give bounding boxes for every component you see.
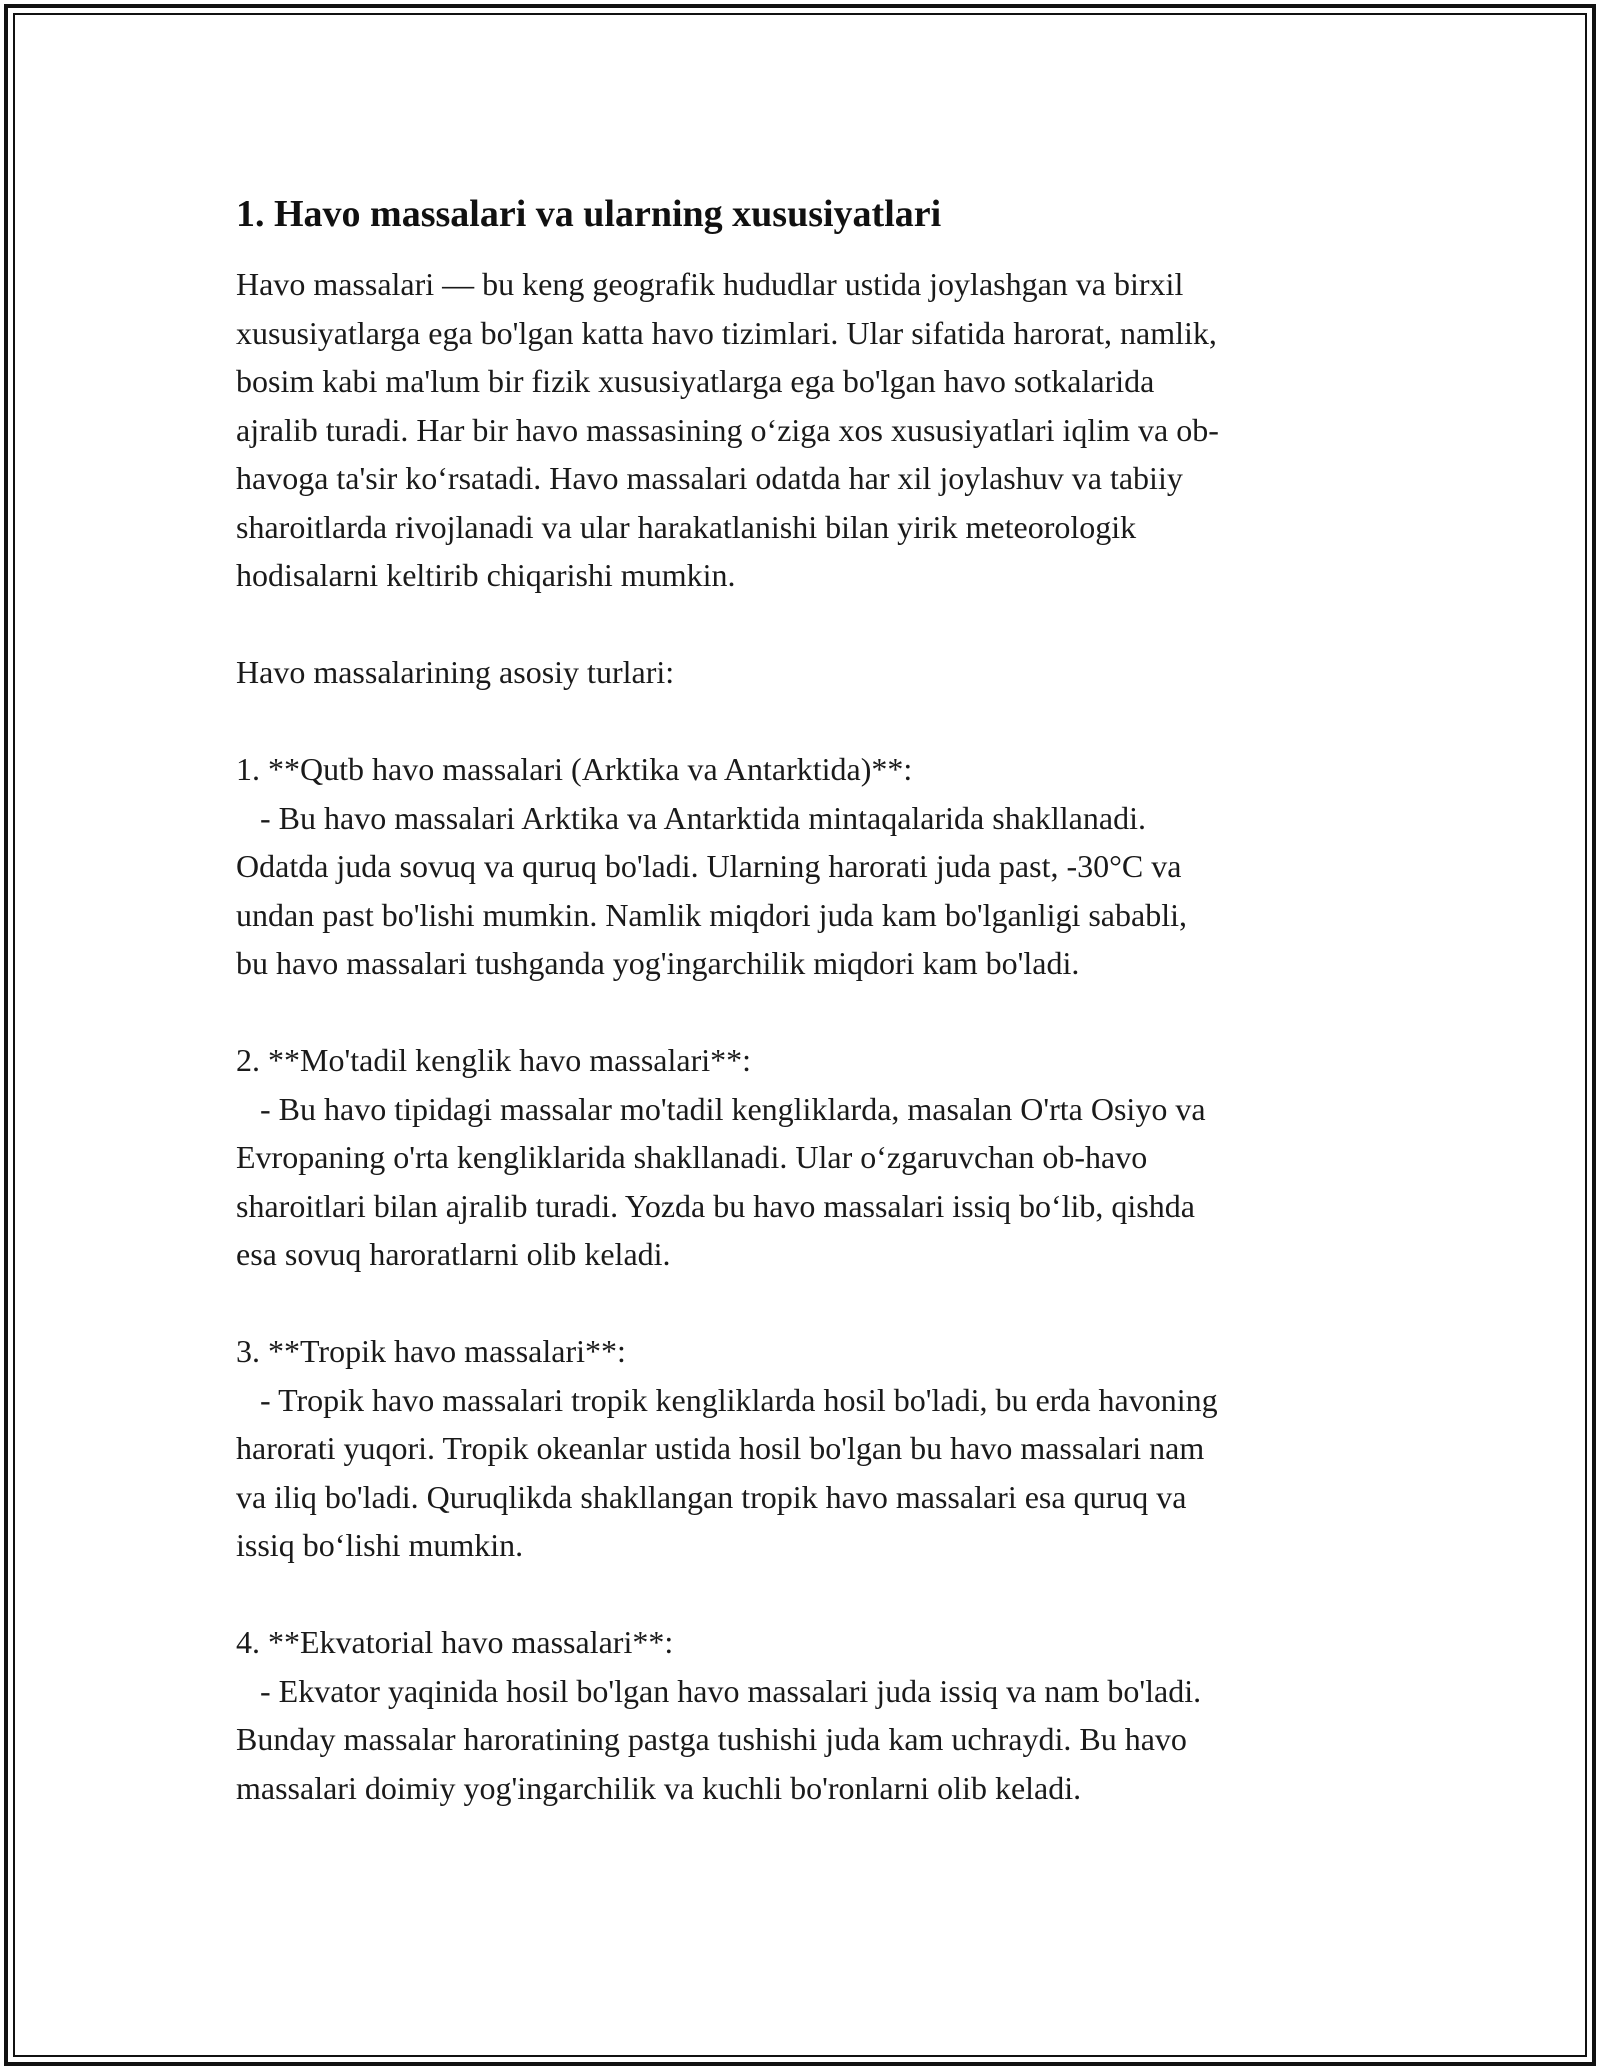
type-heading: 4. **Ekvatorial havo massalari**: [236, 1624, 674, 1660]
type-description: - Bu havo massalari Arktika va Antarktida mintaqalarida shakllanadi. Odatda juda sovuq va quruq bo'ladi. Ularning harorati juda past, -30°C va undan past bo'lishi mumkin. Namlik miqdori juda kam bo'lganligi sababli, bu havo massalari tushganda yog'ingarchilik miqdori kam bo'ladi. [236, 799, 1187, 981]
type-heading: 1. **Qutb havo massalari (Arktika va Antarktida)**: [236, 751, 913, 787]
type-section-tropical [236, 1327, 1376, 1570]
type-section-polar [236, 745, 1376, 988]
document-title: 1. Havo massalari va ularning xususiyatlari [236, 193, 942, 235]
types-heading: Havo massalarining asosiy turlari: [236, 654, 675, 690]
type-description: - Ekvator yaqinida hosil bo'lgan havo massalari juda issiq va nam bo'ladi. Bunday massalar haroratining pastga tushishi juda kam uchraydi. Bu havo massalari doimiy yog'ingarchilik va kuchli bo'ronlarni olib keladi. [236, 1672, 1202, 1806]
type-section-temperate [236, 1036, 1376, 1279]
type-description: - Tropik havo massalari tropik kengliklarda hosil bo'ladi, bu erda havoning harorati yuqori. Tropik okeanlar ustida hosil bo'lgan bu havo massalari nam va iliq bo'ladi. Quruqlikda shakllangan tropik havo massalari esa quruq va issiq bo‘lishi mumkin. [236, 1381, 1218, 1563]
type-description: - Bu havo tipidagi massalar mo'tadil kengliklarda, masalan O'rta Osiyo va Evropaning o'rta kengliklarida shakllanadi. Ular o‘zgaruvchan ob-havo sharoitlari bilan ajralib turadi. Yozda bu havo massalari issiq bo‘lib, qishda esa sovuq haroratlarni olib keladi. [236, 1090, 1206, 1272]
type-section-equatorial [236, 1618, 1376, 1812]
document-body [236, 186, 1376, 1812]
intro-paragraph: Havo massalari — bu keng geografik hududlar ustida joylashgan va birxil xususiyatlarga ega bo'lgan katta havo tizimlari. Ular sifatida harorat, namlik, bosim kabi ma'lum bir fizik xususiyatlarga ega bo'lgan havo sotkalarida ajralib turadi. Har bir havo massasining o‘ziga xos xususiyatlari iqlim va ob- havoga ta'sir ko‘rsatadi. Havo massalari odatda har xil joylashuv va tabiiy sharoitlarda rivojlanadi va ular harakatlanishi bilan yirik meteorologik hodisalarni keltirib chiqarishi mumkin. [236, 266, 1219, 593]
type-heading: 2. **Mo'tadil kenglik havo massalari**: [236, 1042, 752, 1078]
type-heading: 3. **Tropik havo massalari**: [236, 1333, 626, 1369]
